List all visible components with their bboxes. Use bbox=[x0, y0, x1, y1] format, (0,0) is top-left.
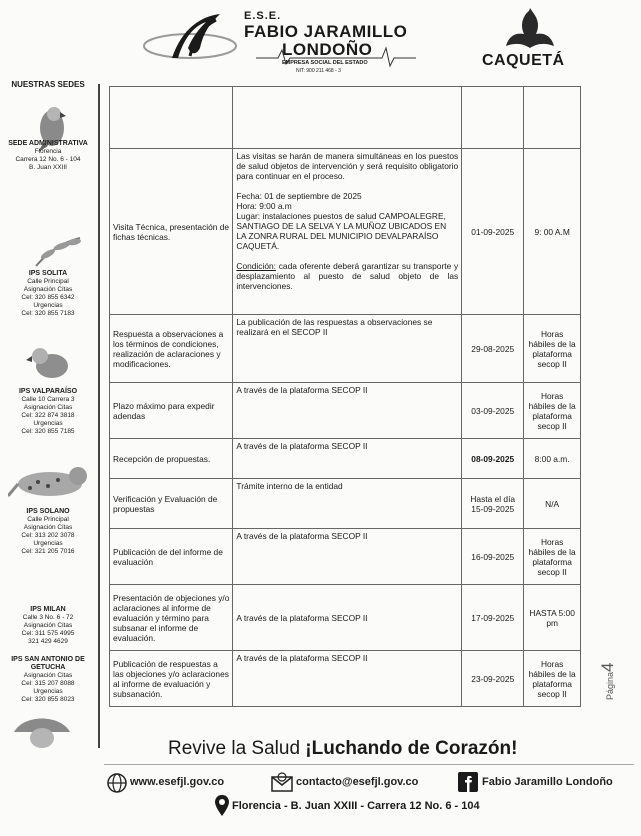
visit-condition bbox=[236, 261, 458, 291]
sede-line: Asignación Citas bbox=[23, 622, 73, 629]
sidebar-divider bbox=[98, 84, 100, 748]
slogan-normal: Revive la Salud bbox=[168, 738, 306, 759]
sede-line: Cel: 311 575 4995 bbox=[21, 630, 75, 637]
organization-logo-icon bbox=[142, 8, 238, 68]
description-cell bbox=[233, 87, 462, 149]
activity-cell: Respuesta a observaciones a los términos de condiciones, realización de aclaraciones y modificaciones. bbox=[110, 315, 233, 383]
time-cell: Horas hábiles de la plataforma secop II bbox=[524, 529, 581, 585]
description-cell: A través de la plataforma SECOP II bbox=[233, 529, 462, 585]
visit-date: Fecha: 01 de septiembre de 2025 bbox=[236, 191, 362, 201]
time-cell: Horas hábiles de la plataforma secop II bbox=[524, 383, 581, 439]
sede-line: Urgencias bbox=[33, 688, 63, 695]
caqueta-bird-icon bbox=[500, 6, 560, 52]
condition-label: Condición: bbox=[236, 261, 276, 271]
description-cell: Trámite interno de la entidad bbox=[233, 479, 462, 529]
sede-line: Calle 10 Carrera 3 bbox=[21, 396, 75, 403]
activity-cell: Presentación de objeciones y/o aclaraciones al informe de evaluación y término para subsanar el informe de evaluación. bbox=[110, 585, 233, 651]
sede-solita bbox=[0, 270, 96, 318]
date-cell bbox=[462, 87, 524, 149]
description-cell: La publicación de las respuestas a observaciones se realizará en el SECOP II bbox=[233, 315, 462, 383]
indigenous-figure-icon bbox=[10, 712, 74, 748]
sede-line: Calle 3 No. 6 - 72 bbox=[22, 614, 74, 621]
org-name-line2: LONDOÑO bbox=[282, 40, 373, 59]
slogan-bold: ¡Luchando de Corazón! bbox=[305, 738, 518, 759]
jaguar-icon bbox=[8, 456, 92, 506]
sede-line: Urgencias bbox=[33, 302, 63, 309]
sede-line: 321 429 4629 bbox=[28, 638, 68, 645]
sede-line: Cel: 320 855 7183 bbox=[21, 310, 75, 317]
page-label: Página bbox=[605, 671, 615, 700]
sede-line: Asignación Citas bbox=[23, 672, 73, 679]
sede-line: Cel: 313 202 3078 bbox=[21, 532, 75, 539]
globe-icon bbox=[106, 772, 128, 794]
sidebar-title: NUESTRAS SEDES bbox=[11, 80, 85, 89]
website-link[interactable]: www.esefjl.gov.co bbox=[130, 776, 225, 788]
page-number-value: 4 bbox=[598, 662, 617, 672]
sede-name: IPS SOLITA bbox=[28, 270, 68, 277]
sede-name: SEDE ADMINISTRATIVA bbox=[8, 140, 88, 147]
description-cell: A través de la plataforma SECOP II bbox=[233, 651, 462, 707]
visit-place: Lugar: instalaciones puestos de salud CAMPOALEGRE, SANTIAGO DE LA SELVA Y LA MUÑOZ UBICADOS EN LA ZONRA RURAL DEL MUNICIPIO DEVALPARAÍSO CAQUETÁ. bbox=[236, 211, 447, 251]
description-cell: A través de la plataforma SECOP II bbox=[233, 439, 462, 479]
footer-address: Florencia - B. Juan XXIII - Carrera 12 No. 6 - 104 bbox=[232, 800, 480, 812]
date-cell: Hasta el día 15-09-2025 bbox=[462, 479, 524, 529]
org-subtitle: EMPRESA SOCIAL DEL ESTADO bbox=[282, 60, 368, 66]
time-cell: 8:00 a.m. bbox=[524, 439, 581, 479]
slogan bbox=[168, 738, 517, 760]
sede-name: IPS SOLANO bbox=[26, 508, 70, 515]
sede-line: Urgencias bbox=[33, 420, 63, 427]
facebook-icon bbox=[458, 772, 478, 792]
bird-icon bbox=[26, 338, 80, 388]
table-row bbox=[110, 87, 581, 149]
activity-cell bbox=[110, 87, 233, 149]
sede-line: Calle Principal bbox=[27, 278, 69, 285]
department-name: CAQUETÁ bbox=[482, 52, 565, 69]
time-cell: 9: 00 A.M bbox=[524, 149, 581, 315]
table-row bbox=[110, 529, 581, 585]
date-cell: 16-09-2025 bbox=[462, 529, 524, 585]
sede-line: Cel: 320 855 7185 bbox=[21, 428, 75, 435]
time-cell: Horas hábiles de la plataforma secop II bbox=[524, 651, 581, 707]
sede-line: Urgencias bbox=[33, 540, 63, 547]
sede-line: Cel: 321 205 7016 bbox=[21, 548, 75, 555]
sede-line: Asignación Citas bbox=[23, 524, 73, 531]
sede-line: B. Juan XXIII bbox=[29, 164, 67, 171]
description-cell bbox=[233, 149, 462, 315]
sede-line: Cel: 320 855 8023 bbox=[21, 696, 75, 703]
activity-cell: Recepción de propuestas. bbox=[110, 439, 233, 479]
table-row bbox=[110, 585, 581, 651]
plant-icon bbox=[30, 220, 84, 270]
org-prefix: E.S.E. bbox=[244, 10, 282, 22]
sede-line: Florencia bbox=[34, 148, 62, 155]
sede-line: Carrera 12 No. 6 - 104 bbox=[15, 156, 81, 163]
time-cell: Horas hábiles de la plataforma secop II bbox=[524, 315, 581, 383]
sede-line: Asignación Citas bbox=[23, 404, 73, 411]
description-cell: A través de la plataforma SECOP II bbox=[233, 585, 462, 651]
table-row bbox=[110, 479, 581, 529]
activity-cell: Publicación de del informe de evaluación bbox=[110, 529, 233, 585]
date-cell: 08-09-2025 bbox=[462, 439, 524, 479]
sede-milan bbox=[0, 606, 96, 646]
sede-san-antonio bbox=[0, 656, 96, 704]
date-cell: 29-08-2025 bbox=[462, 315, 524, 383]
sede-name: IPS SAN ANTONIO DE GETUCHA bbox=[11, 656, 85, 671]
email-link[interactable]: contacto@esefjl.gov.co bbox=[296, 776, 419, 788]
sede-valparaiso bbox=[0, 388, 96, 436]
activity-cell: Publicación de respuestas a las objeciones y/o aclaraciones al informe de evaluación y subsanación. bbox=[110, 651, 233, 707]
activity-cell: Verificación y Evaluación de propuestas bbox=[110, 479, 233, 529]
footer-divider bbox=[104, 764, 634, 765]
sede-line: Cel: 315 207 8088 bbox=[21, 680, 75, 687]
condition-text: cada oferente deberá garantizar su transporte y desplazamiento al puesto de salud objeto de las intervenciones. bbox=[236, 261, 459, 291]
description-cell: A través de la plataforma SECOP II bbox=[233, 383, 462, 439]
sede-solano bbox=[0, 508, 96, 556]
time-cell: HASTA 5:00 pm bbox=[524, 585, 581, 651]
date-cell: 03-09-2025 bbox=[462, 383, 524, 439]
sede-administrativa bbox=[0, 140, 96, 172]
table-row bbox=[110, 315, 581, 383]
table-row bbox=[110, 651, 581, 707]
activity-cell: Visita Técnica, presentación de fichas técnicas. bbox=[110, 149, 233, 315]
description-paragraph: Las visitas se harán de manera simultáneas en los puestos de salud objetos de intervención y será requisito obligatorio para continuar en el proceso. bbox=[236, 151, 459, 181]
time-cell: N/A bbox=[524, 479, 581, 529]
org-name-line1: FABIO JARAMILLO bbox=[244, 22, 408, 41]
sede-line: Asignación Citas bbox=[23, 286, 73, 293]
letterhead bbox=[0, 0, 641, 82]
date-cell: 23-09-2025 bbox=[462, 651, 524, 707]
facebook-link[interactable]: Fabio Jaramillo Londoño bbox=[482, 776, 613, 788]
org-nit: NIT: 900 211 468 - 3 bbox=[296, 68, 341, 74]
time-cell bbox=[524, 87, 581, 149]
sede-name: IPS VALPARAÍSO bbox=[18, 388, 78, 395]
sedes-sidebar bbox=[0, 80, 96, 750]
date-cell: 17-09-2025 bbox=[462, 585, 524, 651]
location-pin-icon bbox=[214, 794, 230, 818]
table-row bbox=[110, 149, 581, 315]
table-row bbox=[110, 383, 581, 439]
schedule-table bbox=[109, 86, 581, 707]
email-icon bbox=[270, 771, 294, 793]
sede-line: Cel: 322 874 3818 bbox=[21, 412, 75, 419]
sede-name: IPS MILAN bbox=[30, 606, 66, 613]
table-row bbox=[110, 439, 581, 479]
activity-cell: Plazo máximo para expedir adendas bbox=[110, 383, 233, 439]
sede-line: Cel: 320 855 6342 bbox=[21, 294, 75, 301]
visit-time: Hora: 9:00 a.m bbox=[236, 201, 292, 211]
page-number bbox=[598, 640, 618, 700]
sede-line: Calle Principal bbox=[27, 516, 69, 523]
date-cell: 01-09-2025 bbox=[462, 149, 524, 315]
